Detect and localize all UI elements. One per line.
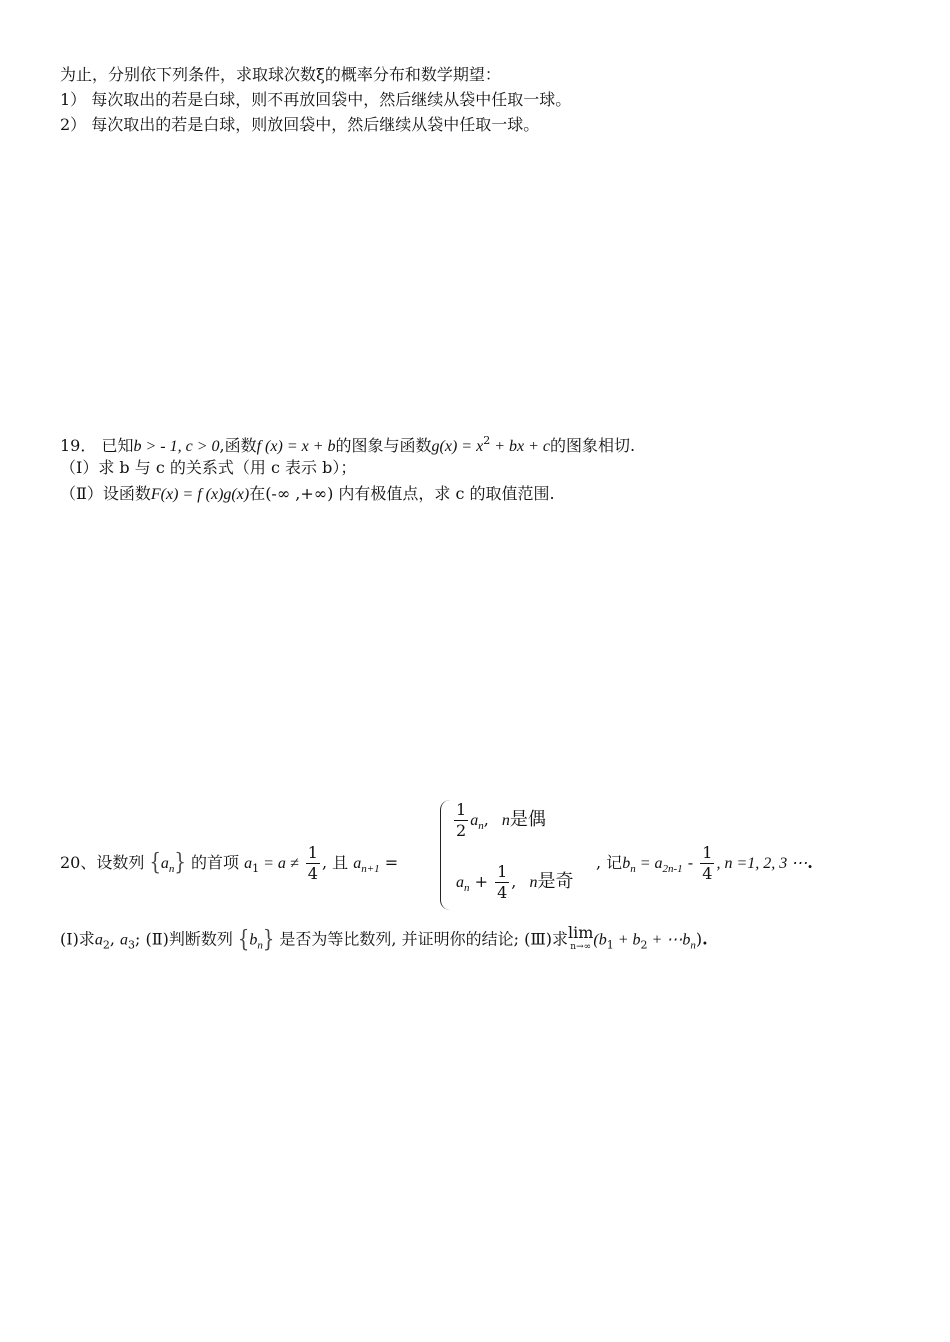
p19-part-1: （Ⅰ）求 b 与 c 的关系式（用 c 表示 b）； [60,458,357,477]
p20-case-odd: $a_n$ + $\frac{1}{4}$ , n是奇 [456,862,574,902]
p19-number: 19． [60,436,97,455]
p20-parts: (Ⅰ)求$a_2$, $a_3$; (Ⅱ)判断数列 $\{b_n\}$ 是否为等比数列, 并证明你的结论; (Ⅲ)求 lim n→∞ ($b_1 + b_2$ + $\cdots b_n$). [60,923,708,953]
p19-condition: b > - 1, c > 0 [133,438,220,455]
p19-part-2: （Ⅱ）设函数F(x) = f (x)g(x)在(-∞ ,+∞) 内有极值点，求 c 的取值范围. [60,484,555,503]
p20-limit: lim n→∞ [568,923,594,952]
p20-stem-right: , 记$b_n = a_{2n-1}$ - $\frac{1}{4}$ , n =1, 2, 3 ⋯. [596,843,813,883]
p18-intro: 为止，分别依下列条件，求取球次数ξ的概率分布和数学期望： [60,65,501,84]
p20-stem-left: 20、设数列 $\{a_n\}$ 的首项 $a_1 = a$ ≠ $\frac{1}{4}$ , 且 $a_{n+1}$ = [60,843,399,883]
p19-F-def: F(x) = f (x)g(x) [150,486,250,503]
p20-frac-quarter: $\frac{1}{4}$ [307,843,318,883]
p18-item-1: 1） 每次取出的若是白球，则不再放回袋中，然后继续从袋中任取一球。 [60,90,572,109]
p19-g-def: g(x) = x [431,438,484,455]
p19-stem: 19． 已知b > - 1, c > 0,函数f (x) = x + b的图象与函数$g(x) = x^2$ + bx + c的图象相切. [60,434,636,455]
p18-item-2: 2） 每次取出的若是白球，则放回袋中，然后继续从袋中任取一球。 [60,115,540,134]
p20-case-even: $\frac{1}{2}$ $a_n$, n是偶 [456,800,546,840]
p19-f-def: f (x) = x + b [256,438,336,455]
